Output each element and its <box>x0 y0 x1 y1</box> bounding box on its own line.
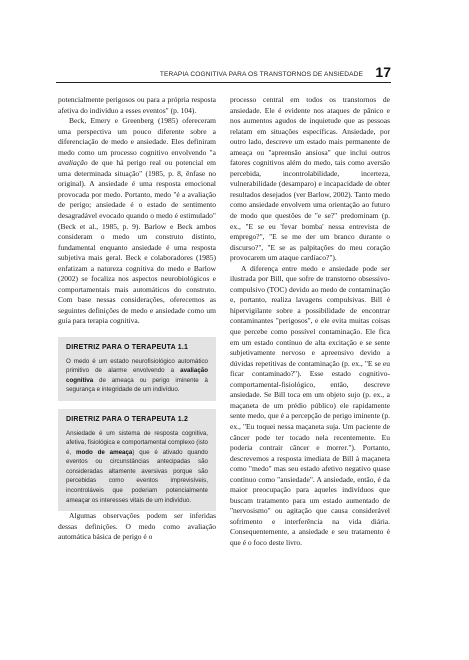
right-paragraph-2: A diferença entre medo e ansiedade pode ser ilustrada por Bill, que sofre de transtorno obsessivo-compulsivo (TOC) devido ao medo de contaminação e, portanto, realiza lavagens compulsivas. Bill é hipervigilante sobre a possibilidade de encontrar contaminantes "perigosos", e ele evita muitas coisas que percebe como possível contaminação. Ele fica em um estado contínuo de alta excitação e se sente subjetivamente nervoso e apreensivo devido a dúvidas repetitivas de contaminação (p. ex., "E se eu ficar contaminado?"). Esse estado cognitivo-comportamental-fisiológico, então, descreve ansiedade. Se Bill toca em um objeto sujo (p. ex., a maçaneta de um prédio público) ele rapidamente sente medo, que é a percepção de perigo iminente (p. ex., "Eu toquei nessa maçaneta suja. Um paciente de câncer pode ter tocado nela recentemente. Eu poderia contrair câncer e morrer."). Portanto, descrevemos a resposta imediata de Bill à maçaneta como "medo" mas seu estado afetivo negativo quase contínuo como "ansiedade". A ansiedade, então, é da maior preocupação para aqueles indivíduos que buscam tratamento para um estado aumentado de "nervosismo" ou agitação que causa considerável sofrimento e interferência na vida diária. Consequentemente, a ansiedade e seu tratamento é que é o foco deste livro. <box>230 263 390 547</box>
guideline-box-1-1-text-end: de ameaça ou perigo iminente à segurança e integridade de um indivíduo. <box>66 376 208 394</box>
guideline-box-1-1-bold: avaliação cognitiva <box>66 367 208 384</box>
guideline-box-1-2 <box>58 409 216 511</box>
guideline-box-1-1 <box>58 337 216 401</box>
left-paragraph-1: potencialmente perigosos ou para a própria resposta afetiva do indivíduo a esses eventos" (p. 104). <box>58 95 216 115</box>
guideline-box-1-2-text-start: Ansiedade é um sistema de resposta cognitiva, afetiva, fisiológica e comportamental complexo (isto é, <box>66 429 208 456</box>
guideline-box-1-1-text-start: O medo é um estado neurofisiológico automático primitivo de alarme envolvendo a <box>66 357 208 375</box>
left-paragraph-2-end: de que há perigo real ou potencial em uma determinada situação" (1985, p. 8, ênfase no original). A ansiedade é uma resposta emocional provocada por medo. Portanto, medo "é a avaliação de perigo; ansiedade é o estado de sentimento desagradável evocado quando o medo é estimulado" (Beck et al., 1985, p. 9). Barlow e Beck ambos consideram o medo um construto distinto, fundamental enquanto ansiedade é uma resposta subjetiva mais geral. Beck e colaboradores (1985) enfatizam a natureza cognitiva do medo e Barlow (2002) se focaliza nos aspectos neurobiológicos e comportamentais mais automáticos do construto. Com base nessas considerações, oferecemos as seguintes definições de medo e ansiedade como um guia para terapia cognitiva. <box>58 158 216 326</box>
guideline-box-1-2-bold: modo de ameaça <box>75 448 133 456</box>
guideline-box-1-2-title: DIRETRIZ PARA O TERAPEUTA 1.2 <box>66 415 189 423</box>
right-column <box>230 95 390 549</box>
left-paragraph-2-emphasis: avaliação <box>58 158 88 168</box>
left-paragraph-3: Algumas observações podem ser inferidas dessas definições. O medo como avaliação automática básica de perigo é o <box>58 511 216 542</box>
guideline-box-1-2-text-end: ) que é ativado quando eventos ou circunstâncias antecipadas são consideradas altamente aversivas porque são percebidas como eventos imprevisíveis, incontroláveis que poderiam potencialmente ameaçar os interesses vitais de um indivíduo. <box>66 448 208 504</box>
left-column <box>58 95 216 543</box>
page-number: 17 <box>375 64 391 80</box>
left-paragraph-2 <box>58 116 216 327</box>
guideline-box-1-1-title: DIRETRIZ PARA O TERAPEUTA 1.1 <box>66 344 189 352</box>
header-rule <box>56 82 391 83</box>
right-paragraph-1: processo central em todos os transtornos de ansiedade. Ele é evidente nos ataques de pânico e nos aumentos agudos de inquietude que as pessoas relatam em situações específicas. Ansiedade, por outro lado, descreve um estado mais permanente de ameaça ou "apreensão ansiosa" que inclui outros fatores cognitivos além do medo, tais como aversão percebida, incontrolabilidade, incerteza, vulnerabilidade (desamparo) e incapacidade de obter resultados desejados (ver Barlow, 2002). Tanto medo como ansiedade envolvem uma orientação ao futuro de modo que questões de "e se?" predominam (p. ex., "E se eu 'fevar bomba' nessa entrevista de emprego?", "E se me der um branco durante o discurso?", "E se as palpitações do meu coração provocarem um ataque cardíaco?"). <box>230 95 390 263</box>
running-title: TERAPIA COGNITIVA PARA OS TRANSTORNOS DE ANSIEDADE <box>159 71 363 78</box>
left-paragraph-2-start: Beck, Emery e Greenberg (1985) ofereceram uma perspectiva um pouco diferente sobre a diferenciação de medo e ansiedade. Eles definiram medo como um processo cognitivo envolvendo "a <box>58 116 216 157</box>
guideline-box-1-2-text <box>66 429 208 506</box>
guideline-box-1-1-text <box>66 357 208 395</box>
